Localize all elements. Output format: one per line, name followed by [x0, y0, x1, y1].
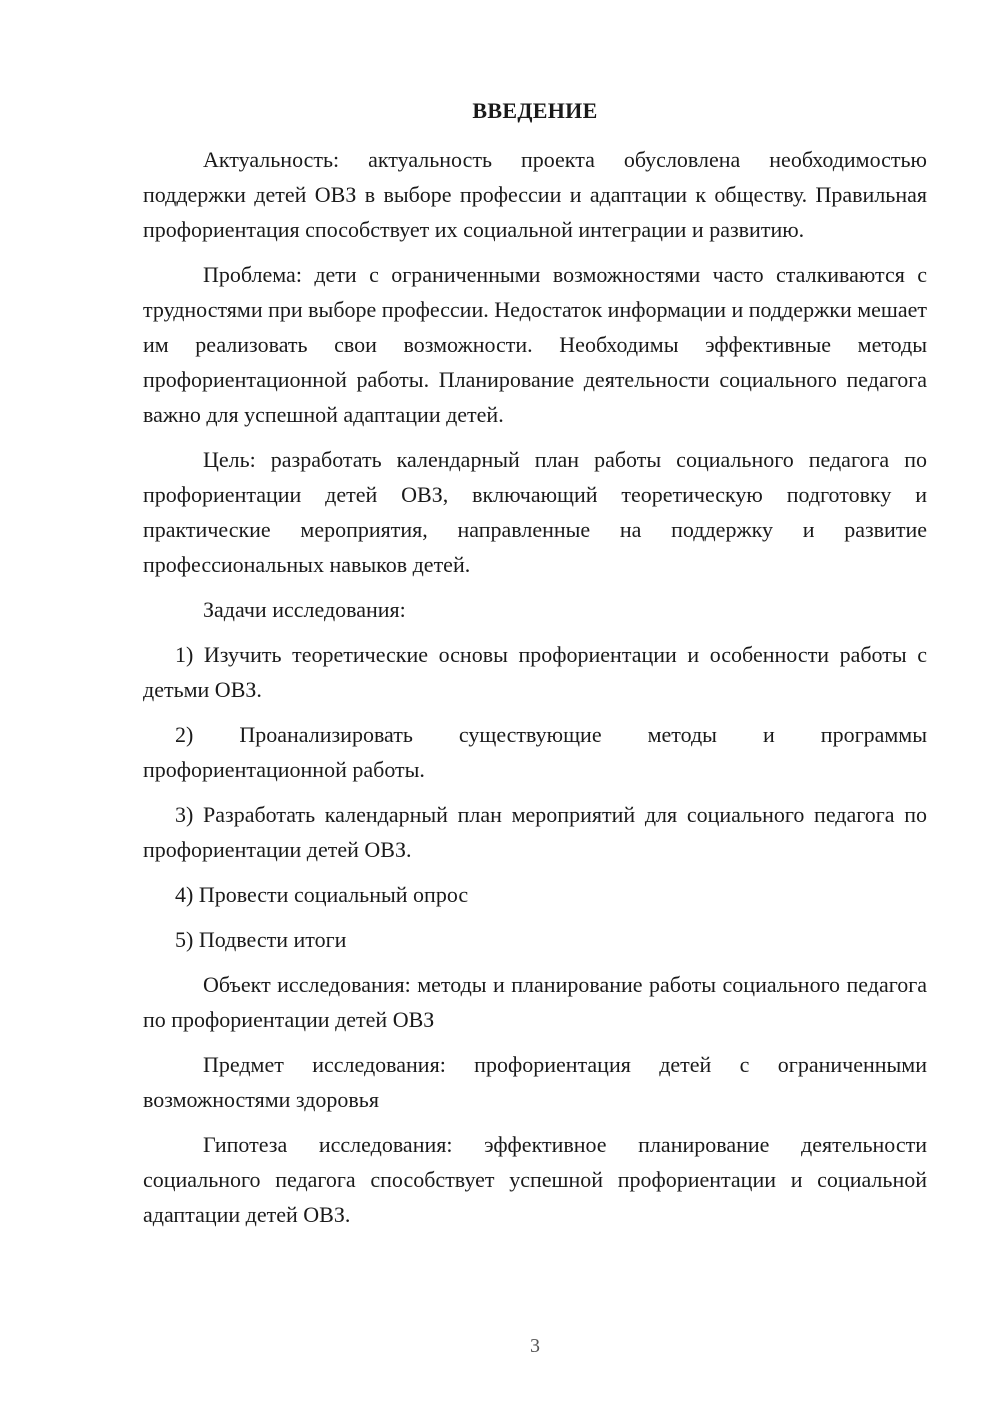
paragraph-goal: Цель: разработать календарный план работы социального педагога по профориентации детей ОВЗ, включающий теоретическую подготовку и практические мероприятия, направленные на поддержку и развитие профессиональных навыков детей. [143, 447, 927, 577]
tasks-title: Задачи исследования: [203, 597, 406, 622]
task-item-3: 3) Разработать календарный план мероприятий для социального педагога по профориентации детей ОВЗ. [143, 802, 927, 862]
section-heading: ВВЕДЕНИЕ [472, 98, 598, 123]
paragraph-relevance: Актуальность: актуальность проекта обусловлена необходимостью поддержки детей ОВЗ в выборе профессии и адаптации к обществу. Правильная профориентация способствует их социальной интеграции и развитию. [143, 147, 927, 242]
paragraph-subject: Предмет исследования: профориентация детей с ограниченными возможностями здоровья [143, 1052, 927, 1112]
task-item-1: 1) Изучить теоретические основы профориентации и особенности работы с детьми ОВЗ. [143, 642, 927, 702]
paragraph-hypothesis: Гипотеза исследования: эффективное планирование деятельности социального педагога способствует успешной профориентации и социальной адаптации детей ОВЗ. [143, 1132, 927, 1227]
document-page [143, 0, 927, 1414]
page-number: 3 [530, 1335, 540, 1357]
task-item-2: 2) Проанализировать существующие методы и программы профориентационной работы. [143, 722, 927, 782]
paragraph-object: Объект исследования: методы и планирование работы социального педагога по профориентации детей ОВЗ [143, 972, 927, 1032]
task-item-5: 5) Подвести итоги [175, 927, 347, 952]
document-body [143, 142, 927, 1242]
task-item-4: 4) Провести социальный опрос [175, 882, 469, 907]
paragraph-problem: Проблема: дети с ограниченными возможностями часто сталкиваются с трудностями при выборе профессии. Недостаток информации и поддержки мешает им реализовать свои возможности. Необходимы эффективные методы профориентационной работы. Планирование деятельности социального педагога важно для успешной адаптации детей. [143, 262, 927, 427]
